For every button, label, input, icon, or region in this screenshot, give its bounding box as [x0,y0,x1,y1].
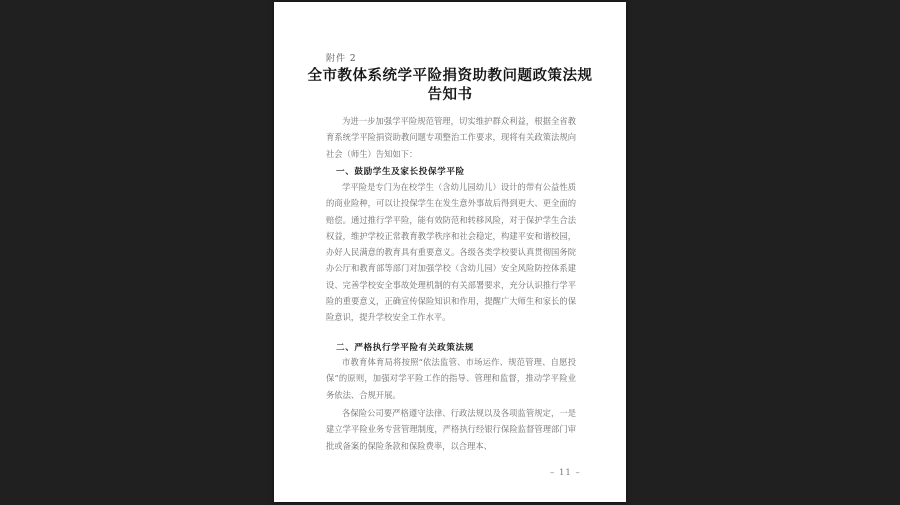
section2-paragraph-2: 各保险公司要严格遵守法律、行政法规以及各项监管规定，一是建立学平险业务专营管理制度，严格执行经银行保险监督管理部门审批或备案的保险条款和保险费率，以合理本、 [326,408,576,451]
intro-paragraph: 为进一步加强学平险规范管理，切实维护群众利益，根据全省教育系统学平险捐资助教问题专项整治工作要求，现将有关政策法规向社会（师生）告知如下： [326,116,576,159]
page-number: – 11 – [550,468,581,478]
section2-heading: 二、严格执行学平险有关政策法规 [336,343,474,353]
document-page [274,2,626,502]
section2-paragraph-1: 市教育体育局将按照“依法监管、市场运作、规范管理、自愿投保”的原则，加强对学平险工作的指导、管理和监督，推动学平险业务依法、合规开展。 [326,357,576,400]
attachment-label: 附件 2 [326,54,357,64]
document-title-line2: 告知书 [427,86,473,103]
section1-heading: 一、鼓励学生及家长投保学平险 [336,167,465,177]
section1-paragraph: 学平险是专门为在校学生（含幼儿园幼儿）设计的带有公益性质的商业险种，可以让投保学生在发生意外事故后得到更大、更全面的赔偿。通过推行学平险，能有效防范和转移风险，对于保护学生合法权益，维护学校正常教育教学秩序和社会稳定，构建平安和谐校园，办好人民满意的教育具有重要意义。各级各类学校要认真贯彻国务院办公厅和教育部等部门对加强学校（含幼儿园）安全风险防控体系建设、完善学校安全事故处理机制的有关部署要求，充分认识推行学平险的重要意义，正确宣传保险知识和作用，提醒广大师生和家长的保险意识，提升学校安全工作水平。 [326,182,576,323]
document-title-line1: 全市教体系统学平险捐资助教问题政策法规 [307,67,593,84]
